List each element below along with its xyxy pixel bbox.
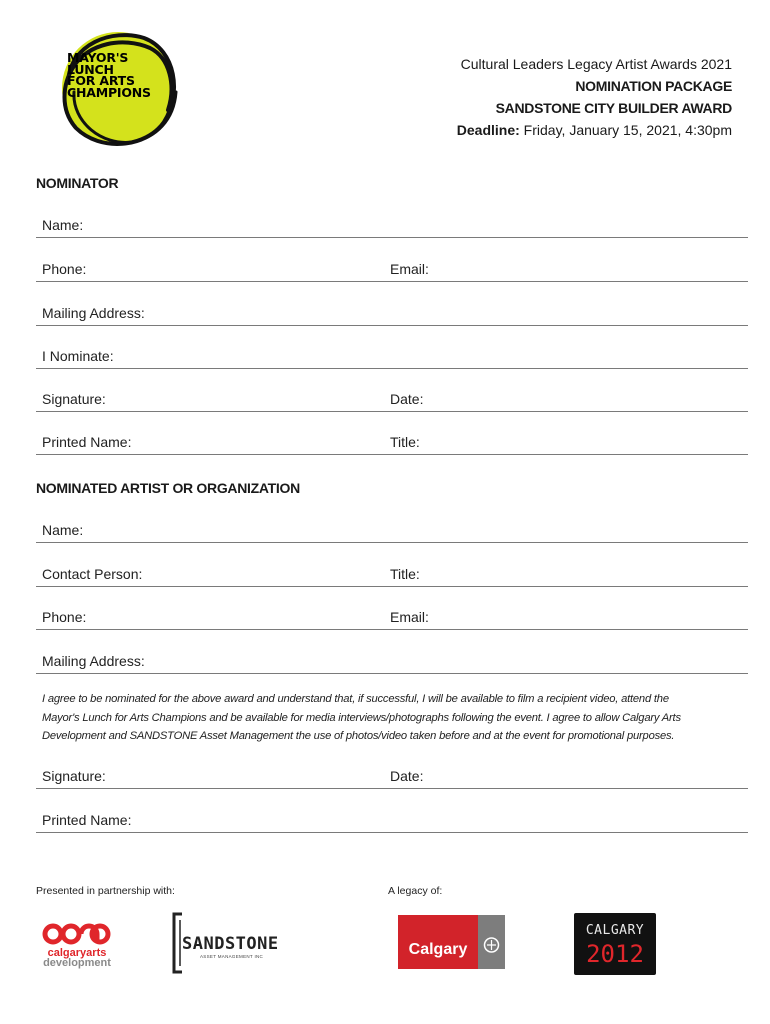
- field-label: Phone:: [42, 261, 87, 277]
- field-label: Title:: [390, 434, 420, 450]
- field-label: Email:: [390, 261, 429, 277]
- nominee-mailing-field[interactable]: [36, 651, 748, 674]
- nominee-printed-name-field[interactable]: [36, 810, 748, 833]
- award-series-title: Cultural Leaders Legacy Artist Awards 2021: [460, 56, 732, 72]
- field-label: Signature:: [42, 768, 106, 784]
- deadline: Deadline: Friday, January 15, 2021, 4:30pm: [456, 122, 732, 138]
- nominator-name-field[interactable]: [36, 215, 748, 238]
- field-label: Name:: [42, 217, 84, 233]
- calgary-2012-logo: CALGARY 2012: [574, 913, 656, 975]
- nominee-name-field[interactable]: [36, 520, 748, 543]
- field-label: Mailing Address:: [42, 305, 145, 321]
- package-title: NOMINATION PACKAGE: [575, 78, 732, 94]
- nominee-phone-email-row[interactable]: [36, 607, 748, 630]
- nominator-signature-date-row[interactable]: [36, 389, 748, 412]
- nominator-printed-title-row[interactable]: [36, 432, 748, 455]
- sandstone-subtitle: ASSET MANAGEMENT INC: [200, 954, 264, 959]
- nominee-signature-date-row[interactable]: [36, 766, 748, 789]
- field-label: Date:: [390, 768, 424, 784]
- field-label: Date:: [390, 391, 424, 407]
- award-name: SANDSTONE CITY BUILDER AWARD: [495, 100, 732, 116]
- field-label: Printed Name:: [42, 434, 132, 450]
- field-label: Signature:: [42, 391, 106, 407]
- i-nominate-field[interactable]: [36, 346, 748, 369]
- field-label: Name:: [42, 522, 84, 538]
- nominator-section-title: NOMINATOR: [36, 175, 119, 191]
- nominee-contact-title-row[interactable]: [36, 564, 748, 587]
- nominee-section-title: NOMINATED ARTIST OR ORGANIZATION: [36, 480, 300, 496]
- document-header: [457, 53, 732, 141]
- calgary-arts-wordmark: calgaryarts development: [43, 947, 111, 969]
- sandstone-wordmark: SANDSTONE: [182, 934, 279, 954]
- partnership-label: Presented in partnership with:: [36, 885, 175, 897]
- legacy-label: A legacy of:: [388, 885, 443, 897]
- city-crest-icon: [478, 915, 505, 969]
- field-label: Phone:: [42, 609, 87, 625]
- field-label: Mailing Address:: [42, 653, 145, 669]
- field-label: Contact Person:: [42, 566, 143, 582]
- nominator-phone-email-row[interactable]: [36, 259, 748, 282]
- nominator-mailing-field[interactable]: [36, 303, 748, 326]
- field-label: I Nominate:: [42, 348, 114, 364]
- field-label: Email:: [390, 609, 429, 625]
- city-of-calgary-logo: Calgary: [398, 915, 478, 969]
- field-label: Title:: [390, 566, 420, 582]
- field-label: Printed Name:: [42, 812, 132, 828]
- logo-wordmark: MAYOR'S LUNCH FOR ARTS CHAMPIONS: [67, 50, 151, 100]
- agreement-text: I agree to be nominated for the above award and understand that, if successful, I will be available to film a recipient video, attend the Mayor's Lunch for Arts Champions and be available for media interviews/photographs following the event. I agree to allow Calgary Arts Development and SANDSTONE Asset Management the use of photos/video taken before and at the event for promotional purposes.: [42, 693, 681, 742]
